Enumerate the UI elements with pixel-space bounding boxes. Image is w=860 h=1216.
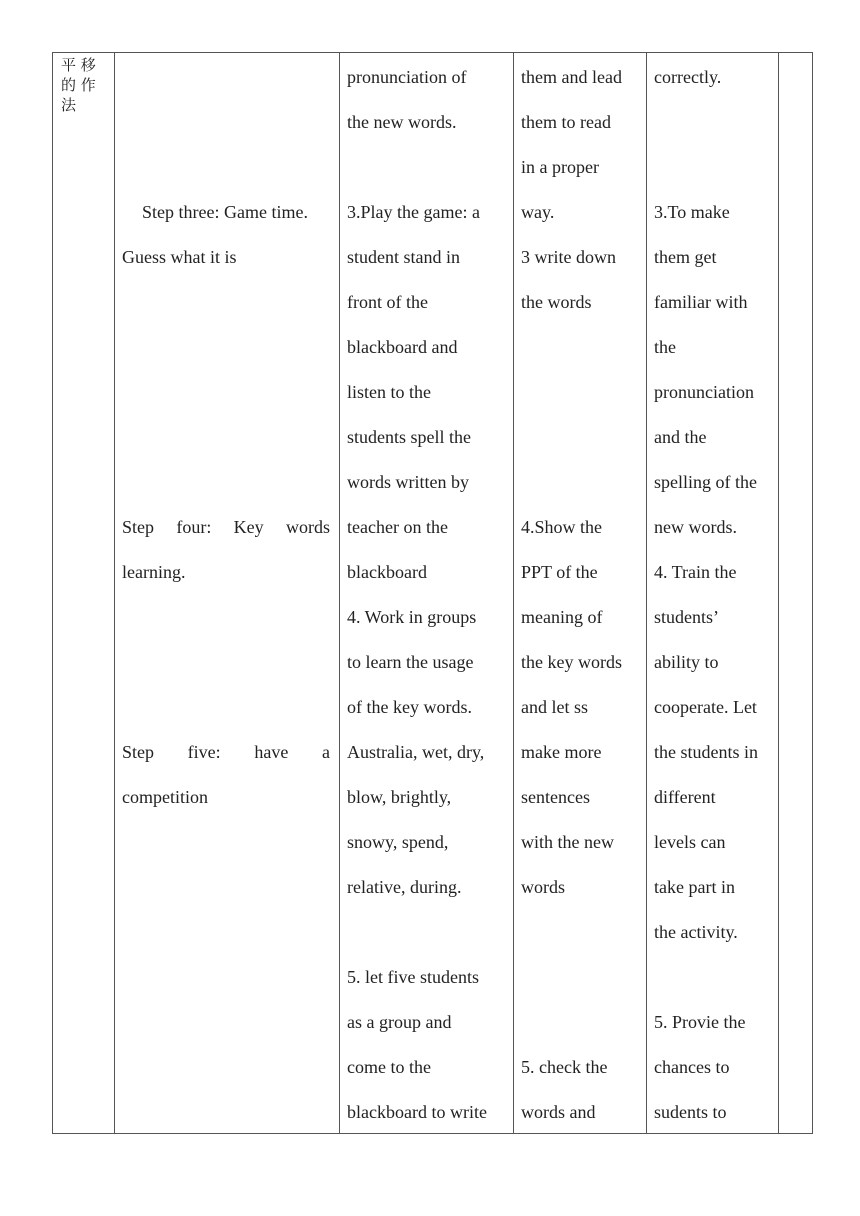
col5-text-line: spelling of the: [654, 472, 757, 492]
col5-text-line: students’: [654, 607, 719, 627]
method-label-line: 的 作: [61, 76, 96, 94]
step-five-subtitle: competition: [122, 787, 208, 807]
col3-text-line: students spell the: [347, 427, 471, 447]
col5-text-line: 5. Provie the: [654, 1012, 746, 1032]
col4-text-line: sentences: [521, 787, 590, 807]
col5-text-line: familiar with: [654, 292, 748, 312]
step-three-subtitle: Guess what it is: [122, 247, 237, 267]
step-three-title: Step three: Game time.: [142, 202, 308, 222]
col3-text-line: blackboard: [347, 562, 427, 582]
lesson-plan-table: [52, 52, 813, 1134]
col5-text-line: new words.: [654, 517, 737, 537]
col3-text-line: 4. Work in groups: [347, 607, 477, 627]
col3-text-line: 3.Play the game: a: [347, 202, 480, 222]
col4-text-line: the words: [521, 292, 592, 312]
col3-text-line: as a group and: [347, 1012, 452, 1032]
col5-text-line: the students in: [654, 742, 758, 762]
col4-text-line: PPT of the: [521, 562, 598, 582]
col5-text-line: levels can: [654, 832, 726, 852]
col3-text-line: pronunciation of: [347, 67, 467, 87]
col3-text-line: blow, brightly,: [347, 787, 452, 807]
col4-text-line: in a proper: [521, 157, 599, 177]
col4-text-line: make more: [521, 742, 602, 762]
col5-text-line: 4. Train the: [654, 562, 737, 582]
step-four-title: Step four: Key words: [122, 517, 330, 537]
col4-text-line: way.: [521, 202, 555, 222]
col4-text-line: with the new: [521, 832, 614, 852]
col5-text-line: ability to: [654, 652, 719, 672]
col5-text-line: take part in: [654, 877, 735, 897]
col5-text-line: the activity.: [654, 922, 738, 942]
col3-text-line: snowy, spend,: [347, 832, 449, 852]
col4-text-line: and let ss: [521, 697, 588, 717]
col3-text-line: 5. let five students: [347, 967, 479, 987]
col4-text-line: 3 write down: [521, 247, 616, 267]
col3-text-line: teacher on the: [347, 517, 448, 537]
col4-text-line: words and: [521, 1102, 596, 1122]
column-divider: [339, 53, 340, 1133]
column-divider: [778, 53, 779, 1133]
col3-text-line: listen to the: [347, 382, 431, 402]
col3-text-line: the new words.: [347, 112, 457, 132]
col4-text-line: 4.Show the: [521, 517, 602, 537]
col5-text-line: pronunciation: [654, 382, 754, 402]
col5-text-line: and the: [654, 427, 707, 447]
col4-text-line: words: [521, 877, 565, 897]
col4-text-line: them to read: [521, 112, 611, 132]
step-five-title: Step five: have a: [122, 742, 330, 762]
col5-text-line: 3.To make: [654, 202, 730, 222]
col5-text-line: sudents to: [654, 1102, 727, 1122]
step-four-subtitle: learning.: [122, 562, 186, 582]
col3-text-line: blackboard and: [347, 337, 458, 357]
col3-text-line: blackboard to write: [347, 1102, 487, 1122]
col3-text-line: student stand in: [347, 247, 460, 267]
col5-text-line: correctly.: [654, 67, 722, 87]
col5-text-line: the: [654, 337, 676, 357]
column-divider: [513, 53, 514, 1133]
col4-text-line: the key words: [521, 652, 622, 672]
col3-text-line: words written by: [347, 472, 469, 492]
method-label-line: 法: [61, 96, 77, 114]
col5-text-line: them get: [654, 247, 717, 267]
col4-text-line: 5. check the: [521, 1057, 608, 1077]
col3-text-line: relative, during.: [347, 877, 462, 897]
col5-text-line: chances to: [654, 1057, 730, 1077]
col4-text-line: them and lead: [521, 67, 622, 87]
col3-text-line: of the key words.: [347, 697, 472, 717]
col4-text-line: meaning of: [521, 607, 603, 627]
col3-text-line: Australia, wet, dry,: [347, 742, 485, 762]
method-label-line: 平 移: [61, 56, 96, 74]
col3-text-line: to learn the usage: [347, 652, 474, 672]
col5-text-line: cooperate. Let: [654, 697, 757, 717]
column-divider: [646, 53, 647, 1133]
col5-text-line: different: [654, 787, 716, 807]
col3-text-line: come to the: [347, 1057, 431, 1077]
col3-text-line: front of the: [347, 292, 428, 312]
column-divider: [114, 53, 115, 1133]
